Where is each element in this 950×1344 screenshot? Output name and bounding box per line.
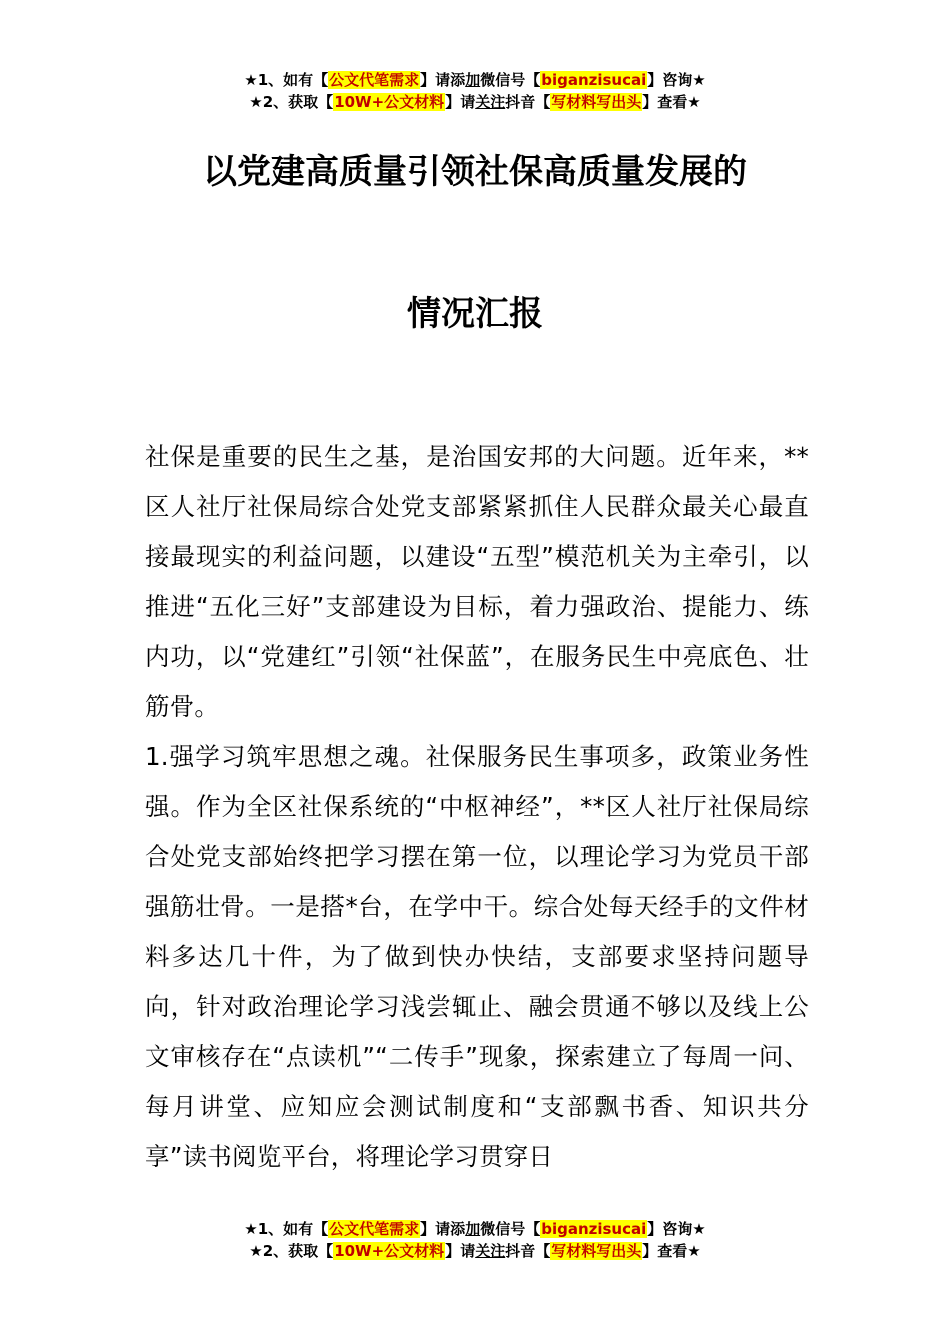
banner-text: 抖音【: [505, 93, 551, 111]
highlight-materials: 10W+公文材料: [334, 1242, 445, 1260]
banner-text: 】请添: [420, 71, 466, 89]
document-body: [145, 432, 809, 1182]
banner-text: 】咨询★: [647, 1220, 706, 1238]
banner-line-1: [0, 69, 950, 91]
highlight-wechat-id: biganzisucai: [541, 1220, 647, 1238]
banner-underlined-text: 加: [465, 1220, 481, 1238]
header-banner: [0, 69, 950, 113]
highlight-service: 公文代笔需求: [329, 1220, 420, 1238]
banner-text: 微信号【: [480, 1220, 541, 1238]
banner-text: 微信号【: [480, 71, 541, 89]
banner-underlined-text: 关注: [475, 93, 506, 111]
banner-line-1: [0, 1218, 950, 1240]
body-paragraph-intro: 社保是重要的民生之基，是治国安邦的大问题。近年来，**区人社厅社保局综合处党支部紧紧抓住人民群众最关心最直接最现实的利益问题，以建设“五型”模范机关为主牵引，以推进“五化三好”支部建设为目标，着力强政治、提能力、练内功，以“党建红”引领“社保蓝”，在服务民生中亮底色、壮筋骨。: [145, 442, 809, 721]
banner-text: 】查看★: [642, 1242, 701, 1260]
banner-text: ★2、获取【: [249, 93, 334, 111]
highlight-service: 公文代笔需求: [329, 71, 420, 89]
banner-text: 】请添: [420, 1220, 466, 1238]
banner-text: 】请: [445, 93, 476, 111]
highlight-wechat-id: biganzisucai: [541, 71, 647, 89]
banner-line-2: [0, 1240, 950, 1262]
banner-text: 】请: [445, 1242, 476, 1260]
banner-text: ★1、如有【: [244, 1220, 329, 1238]
banner-text: 】查看★: [642, 93, 701, 111]
banner-underlined-text: 关注: [475, 1242, 506, 1260]
highlight-douyin-account: 写材料写出头: [551, 1242, 642, 1260]
document-title-line-2: 情况汇报: [407, 294, 543, 334]
document-title-line-1: 以党建高质量引领社保高质量发展的: [203, 152, 747, 192]
banner-text: 抖音【: [505, 1242, 551, 1260]
banner-text: ★2、获取【: [249, 1242, 334, 1260]
banner-line-2: [0, 91, 950, 113]
banner-text: 】咨询★: [647, 71, 706, 89]
highlight-douyin-account: 写材料写出头: [551, 93, 642, 111]
banner-underlined-text: 加: [465, 71, 481, 89]
banner-text: ★1、如有【: [244, 71, 329, 89]
highlight-materials: 10W+公文材料: [334, 93, 445, 111]
footer-banner: [0, 1218, 950, 1262]
body-paragraph-study: 1.强学习筑牢思想之魂。社保服务民生事项多，政策业务性强。作为全区社保系统的“中枢神经”，**区人社厅社保局综合处党支部始终把学习摆在第一位，以理论学习为党员干部强筋壮骨。一是搭*台，在学中干。综合处每天经手的文件材料多达几十件，为了做到快办快结，支部要求坚持问题导向，针对政治理论学习浅尝辄止、融会贯通不够以及线上公文审核存在“点读机”“二传手”现象，探索建立了每周一问、每月讲堂、应知应会测试制度和“支部飘书香、知识共分享”读书阅览平台，将理论学习贯穿日: [145, 742, 809, 1171]
